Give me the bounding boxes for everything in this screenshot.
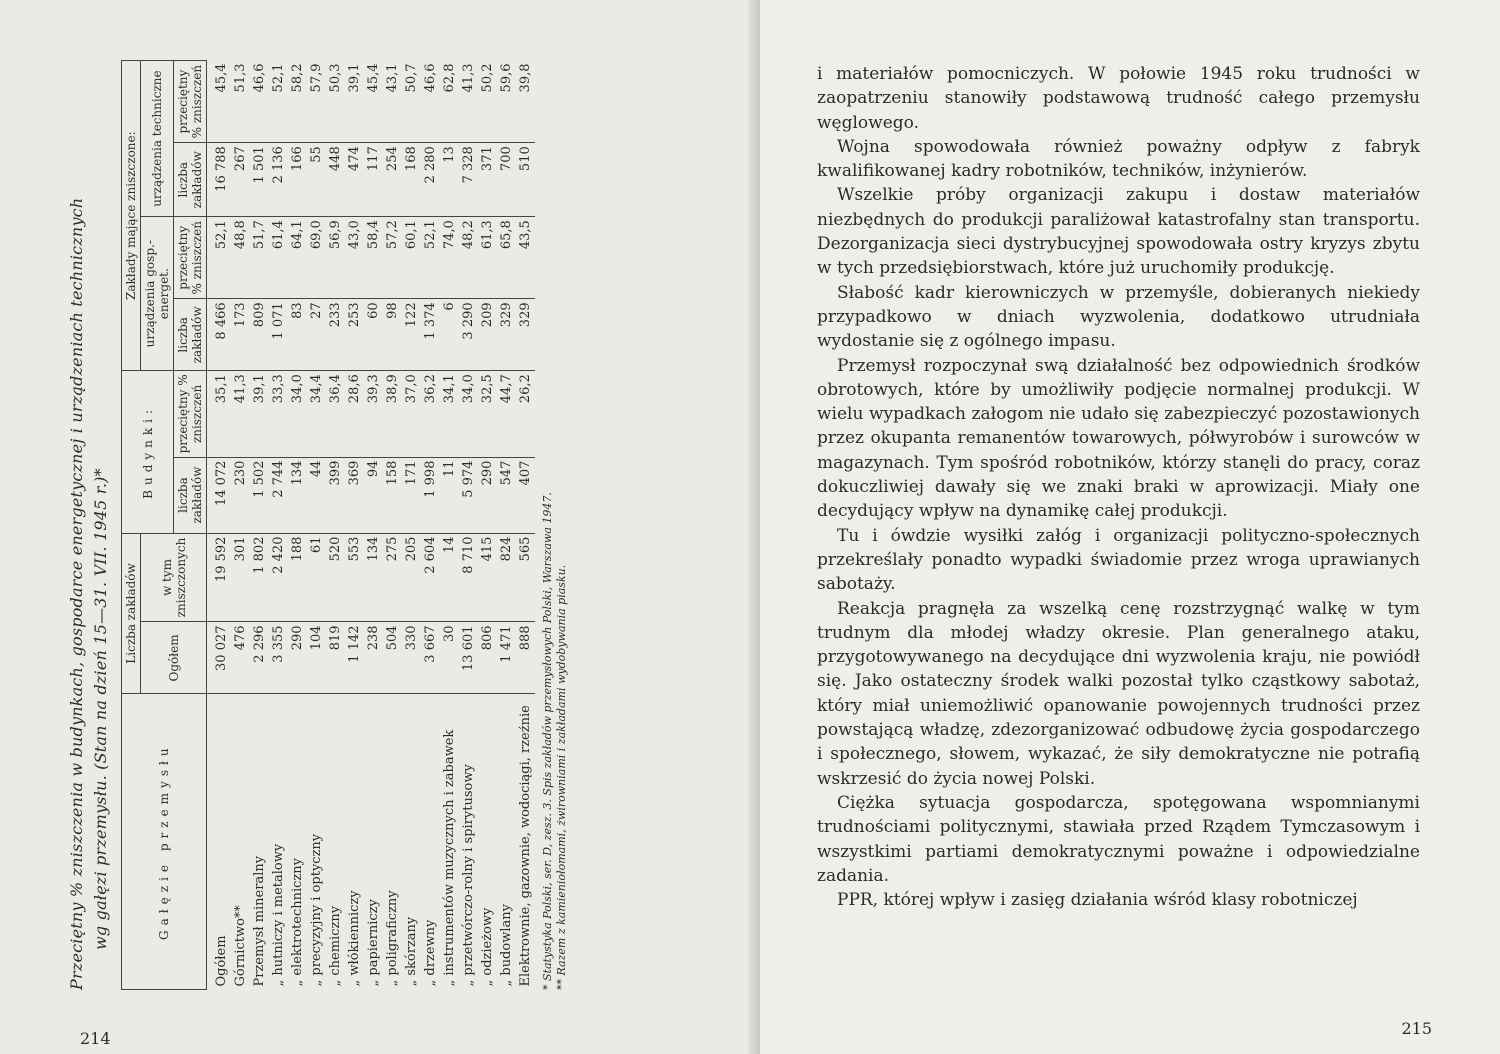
value-cell-b-count: 1 998 — [421, 457, 440, 533]
value-cell-total: 104 — [307, 622, 326, 694]
value-cell-total: 30 027 — [207, 622, 232, 694]
value-cell-t-avg: 39,1 — [345, 61, 364, 143]
value-cell-e-count: 809 — [250, 299, 269, 371]
paragraph: Słabość kadr kierowniczych w przemyśle, dobieranych niekiedy przypadkowo w dniach wyzwolenia, dodatkowo utrudniała wydostanie się z ogólnego impasu. — [817, 282, 1420, 352]
value-cell-e-avg: 64,1 — [288, 217, 307, 299]
value-cell-t-count: 7 328 — [459, 143, 478, 217]
value-cell-total: 1 142 — [345, 622, 364, 694]
value-cell-t-avg: 46,6 — [250, 61, 269, 143]
value-cell-t-count: 16 788 — [207, 143, 232, 217]
value-cell-damaged: 205 — [402, 533, 421, 622]
value-cell-e-count: 6 — [440, 299, 459, 371]
value-cell-e-avg: 57,2 — [383, 217, 402, 299]
value-cell-t-avg: 46,6 — [421, 61, 440, 143]
paragraph: Reakcja pragnęła za wszelką cenę rozstrzygnąć walkę w tym trudnym dla młodej władzy okresie. Plan generalnego ataku, przygotowywanego na decydujące dni wyzwolenia kraju, nie powiódł się. Jako ostateczny środek walki pozostał tylko cząstkowy sabotaż, który miał uniemożliwić opanowanie powojennych trudności przez powstającą władzę, zdezorganizować odbudowę życia gospodarczego i społecznego, słowem, wykazać, że siły demokratyczne nie potrafią wskrzesić do życia nowej Polski. — [817, 598, 1420, 789]
table-row — [250, 61, 269, 990]
header-t-avg: przeciętny % zniszczeń — [174, 61, 207, 143]
value-cell-t-count: 254 — [383, 143, 402, 217]
value-cell-e-count: 329 — [516, 299, 535, 371]
table-row — [307, 61, 326, 990]
value-cell-b-avg: 36,4 — [326, 371, 345, 457]
value-cell-b-avg: 28,6 — [345, 371, 364, 457]
branch-cell: „ przetwórczo-rolny i spirytusowy — [461, 764, 476, 987]
value-cell-b-count: 5 974 — [459, 457, 478, 533]
value-cell-e-avg: 61,3 — [478, 217, 497, 299]
value-cell-t-avg: 43,1 — [383, 61, 402, 143]
table-row — [345, 61, 364, 990]
value-cell-e-avg: 61,4 — [269, 217, 288, 299]
value-cell-total: 3 667 — [421, 622, 440, 694]
value-cell-b-avg: 39,3 — [364, 371, 383, 457]
body-text — [817, 62, 1420, 912]
value-cell-e-count: 60 — [364, 299, 383, 371]
value-cell-b-count: 407 — [516, 457, 535, 533]
value-cell-b-count: 14 072 — [207, 457, 232, 533]
value-cell-t-count: 267 — [231, 143, 250, 217]
value-cell-b-count: 94 — [364, 457, 383, 533]
value-cell-e-avg: 56,9 — [326, 217, 345, 299]
value-cell-damaged: 553 — [345, 533, 364, 622]
table-row — [440, 61, 459, 990]
value-cell-t-count: 474 — [345, 143, 364, 217]
value-cell-damaged: 301 — [231, 533, 250, 622]
footnote-1: * Statystyka Polski, ser. D, zesz. 3. Spis zakładów przemysłowych Polski, Warszawa 1947. — [541, 492, 554, 990]
paragraph: Tu i ówdzie wysiłki załóg i organizacji polityczno-społecznych przekreślały ponadto wypadki świadomie przez wroga uprawianych sabotaży. — [817, 525, 1420, 595]
value-cell-b-count: 134 — [288, 457, 307, 533]
value-cell-total: 290 — [288, 622, 307, 694]
header-damaged-group: Zakłady mające zniszczone: — [122, 61, 141, 371]
value-cell-e-count: 98 — [383, 299, 402, 371]
value-cell-b-avg: 35,1 — [207, 371, 232, 457]
table-row — [402, 61, 421, 990]
table-row — [207, 61, 232, 990]
value-cell-e-count: 233 — [326, 299, 345, 371]
paragraph: Przemysł rozpoczynał swą działalność bez odpowiednich środków obrotowych, które by umożliwiły podjęcie normalnej produkcji. W wielu wypadkach załogom nie udało się zabezpieczyć pozostawionych przez okupanta remanentów towarowych, półwyrobów i surowców w magazynach. Tym spośród robotników, którzy stanęli do pracy, coraz dokuczliwiej dawały się we znaki braki w aprowizacji. Miały one decydujący wpływ na dynamikę całej produkcji. — [817, 355, 1420, 522]
branch-cell: „ skórzany — [404, 916, 419, 987]
header-plants-total: Ogółem — [141, 622, 207, 694]
paragraph: Ciężka sytuacja gospodarcza, spotęgowana wspomnianymi trudnościami politycznymi, stawiała przed Rządem Tymczasowym i wszystkimi partiami demokratycznymi poważne i odpowiedzialne zadania. — [817, 792, 1420, 886]
paragraph: i materiałów pomocniczych. W połowie 1945 roku trudności w zaopatrzeniu stanowiły podstawową trudność całego przemysłu węglowego. — [817, 64, 1420, 133]
header-e-count: liczba zakładów — [174, 299, 207, 371]
table-row — [497, 61, 516, 990]
header-plants-group: Liczba zakładów — [122, 533, 141, 694]
value-cell-t-avg: 62,8 — [440, 61, 459, 143]
page-number-left: 214 — [80, 1029, 111, 1048]
branch-cell: „ budowlany — [499, 904, 514, 987]
value-cell-b-avg: 34,4 — [307, 371, 326, 457]
value-cell-damaged: 14 — [440, 533, 459, 622]
value-cell-damaged: 565 — [516, 533, 535, 622]
value-cell-t-count: 371 — [478, 143, 497, 217]
value-cell-total: 476 — [231, 622, 250, 694]
value-cell-total: 504 — [383, 622, 402, 694]
right-page — [760, 0, 1500, 1054]
value-cell-total: 30 — [440, 622, 459, 694]
value-cell-t-count: 168 — [402, 143, 421, 217]
value-cell-b-avg: 26,2 — [516, 371, 535, 457]
value-cell-e-avg: 65,8 — [497, 217, 516, 299]
branch-cell: „ instrumentów muzycznych i zabawek — [442, 729, 457, 987]
value-cell-e-count: 253 — [345, 299, 364, 371]
branch-cell: Przemysł mineralny — [252, 855, 267, 987]
value-cell-damaged: 8 710 — [459, 533, 478, 622]
value-cell-total: 3 355 — [269, 622, 288, 694]
value-cell-e-avg: 60,1 — [402, 217, 421, 299]
branch-cell: Górnictwo** — [233, 905, 248, 987]
value-cell-b-avg: 41,3 — [231, 371, 250, 457]
value-cell-b-count: 2 744 — [269, 457, 288, 533]
table-body — [207, 61, 536, 990]
value-cell-b-count: 290 — [478, 457, 497, 533]
value-cell-e-avg: 52,1 — [421, 217, 440, 299]
value-cell-e-count: 1 374 — [421, 299, 440, 371]
value-cell-t-avg: 50,3 — [326, 61, 345, 143]
value-cell-e-avg: 74,0 — [440, 217, 459, 299]
value-cell-b-avg: 34,0 — [459, 371, 478, 457]
value-cell-e-count: 209 — [478, 299, 497, 371]
value-cell-e-count: 8 466 — [207, 299, 232, 371]
page-number-right: 215 — [1401, 1019, 1432, 1038]
value-cell-t-count: 166 — [288, 143, 307, 217]
value-cell-e-count: 173 — [231, 299, 250, 371]
branch-cell: „ elektrotechniczny — [290, 857, 305, 987]
value-cell-damaged: 415 — [478, 533, 497, 622]
header-tech-group: urządzenia techniczne — [141, 61, 174, 217]
value-cell-e-avg: 48,2 — [459, 217, 478, 299]
value-cell-e-count: 27 — [307, 299, 326, 371]
value-cell-t-count: 448 — [326, 143, 345, 217]
branch-cell: Elektrownie, gazownie, wodociągi, rzeźnie — [518, 705, 533, 987]
value-cell-t-avg: 39,8 — [516, 61, 535, 143]
value-cell-t-avg: 58,2 — [288, 61, 307, 143]
footnotes — [541, 60, 569, 990]
rotated-table-block — [65, 60, 685, 990]
value-cell-damaged: 275 — [383, 533, 402, 622]
branch-cell: „ drzewny — [423, 919, 438, 987]
table-row — [326, 61, 345, 990]
value-cell-t-count: 510 — [516, 143, 535, 217]
branch-cell: „ poligraficzny — [385, 890, 400, 987]
value-cell-e-avg: 43,0 — [345, 217, 364, 299]
value-cell-t-avg: 57,9 — [307, 61, 326, 143]
value-cell-total: 888 — [516, 622, 535, 694]
value-cell-t-avg: 50,7 — [402, 61, 421, 143]
value-cell-damaged: 134 — [364, 533, 383, 622]
value-cell-t-avg: 51,3 — [231, 61, 250, 143]
value-cell-damaged: 520 — [326, 533, 345, 622]
value-cell-e-avg: 48,8 — [231, 217, 250, 299]
table-caption — [65, 60, 113, 990]
header-energy-group: urządzenia gosp.-energet. — [141, 217, 174, 371]
value-cell-e-avg: 52,1 — [207, 217, 232, 299]
value-cell-b-count: 171 — [402, 457, 421, 533]
value-cell-total: 1 471 — [497, 622, 516, 694]
header-e-avg: przeciętny % zniszczeń — [174, 217, 207, 299]
value-cell-b-avg: 32,5 — [478, 371, 497, 457]
value-cell-b-avg: 33,3 — [269, 371, 288, 457]
value-cell-t-avg: 41,3 — [459, 61, 478, 143]
value-cell-t-avg: 52,1 — [269, 61, 288, 143]
caption-line-2: wg gałęzi przemysłu. (Stan na dzień 15—31. VII. 1945 r.)* — [91, 468, 110, 950]
value-cell-t-avg: 59,6 — [497, 61, 516, 143]
value-cell-total: 330 — [402, 622, 421, 694]
caption-line-1: Przeciętny % zniszczenia w budynkach, gospodarce energetycznej i urządzeniach technicznych — [67, 197, 86, 990]
branch-cell: „ papierniczy — [366, 899, 381, 987]
value-cell-t-avg: 50,2 — [478, 61, 497, 143]
footnote-2: ** Razem z kamieniołomami, żwirowniami i zakładami wydobywania piasku. — [555, 564, 568, 990]
value-cell-b-avg: 39,1 — [250, 371, 269, 457]
value-cell-e-avg: 43,5 — [516, 217, 535, 299]
value-cell-e-avg: 51,7 — [250, 217, 269, 299]
table-row — [459, 61, 478, 990]
table-row — [478, 61, 497, 990]
table-row — [383, 61, 402, 990]
value-cell-t-count: 700 — [497, 143, 516, 217]
value-cell-t-avg: 45,4 — [207, 61, 232, 143]
value-cell-t-count: 13 — [440, 143, 459, 217]
value-cell-t-count: 2 280 — [421, 143, 440, 217]
value-cell-b-count: 547 — [497, 457, 516, 533]
value-cell-b-avg: 44,7 — [497, 371, 516, 457]
value-cell-total: 13 601 — [459, 622, 478, 694]
value-cell-b-avg: 34,1 — [440, 371, 459, 457]
value-cell-total: 806 — [478, 622, 497, 694]
value-cell-b-avg: 34,0 — [288, 371, 307, 457]
value-cell-b-avg: 38,9 — [383, 371, 402, 457]
branch-cell: „ hutniczy i metalowy — [271, 843, 286, 987]
paragraph: Wojna spowodowała również poważny odpływ z fabryk kwalifikowanej kadry robotników, techników, inżynierów. — [817, 136, 1420, 182]
value-cell-b-count: 369 — [345, 457, 364, 533]
paragraph: PPR, której wpływ i zasięg działania wśród klasy robotniczej — [837, 890, 1358, 911]
value-cell-damaged: 61 — [307, 533, 326, 622]
value-cell-e-count: 83 — [288, 299, 307, 371]
value-cell-t-count: 117 — [364, 143, 383, 217]
table-row — [516, 61, 535, 990]
value-cell-b-count: 399 — [326, 457, 345, 533]
value-cell-b-count: 11 — [440, 457, 459, 533]
header-branch: Gałęzie przemysłu — [122, 694, 207, 990]
damage-table — [121, 60, 535, 990]
value-cell-b-avg: 37,0 — [402, 371, 421, 457]
value-cell-b-count: 1 502 — [250, 457, 269, 533]
value-cell-damaged: 1 802 — [250, 533, 269, 622]
value-cell-damaged: 2 420 — [269, 533, 288, 622]
value-cell-total: 238 — [364, 622, 383, 694]
branch-cell: „ precyzyjny i optyczny — [309, 833, 324, 987]
value-cell-e-count: 329 — [497, 299, 516, 371]
value-cell-b-avg: 36,2 — [421, 371, 440, 457]
value-cell-b-count: 44 — [307, 457, 326, 533]
header-buildings-group: Budynki: — [122, 371, 174, 533]
value-cell-b-count: 158 — [383, 457, 402, 533]
header-t-count: liczba zakładów — [174, 143, 207, 217]
header-b-avg: przeciętny % zniszczeń — [174, 371, 207, 457]
table-row — [269, 61, 288, 990]
value-cell-t-count: 55 — [307, 143, 326, 217]
value-cell-damaged: 188 — [288, 533, 307, 622]
header-plants-damaged: w tym zniszczonych — [141, 533, 207, 622]
paragraph: Wszelkie próby organizacji zakupu i dostaw materiałów niezbędnych do produkcji paraliżował katastrofalny stan transportu. Dezorganizacja sieci dystrybucyjnej spowodowała ostry kryzys zbytu w tych przedsiębiorstwach, które już uruchomiły produkcję. — [817, 185, 1420, 279]
header-b-count: liczba zakładów — [174, 457, 207, 533]
value-cell-e-avg: 69,0 — [307, 217, 326, 299]
value-cell-e-count: 1 071 — [269, 299, 288, 371]
value-cell-damaged: 2 604 — [421, 533, 440, 622]
value-cell-e-count: 3 290 — [459, 299, 478, 371]
table-row — [421, 61, 440, 990]
branch-cell: Ogółem — [214, 935, 229, 987]
branch-cell: „ odzieżowy — [480, 907, 495, 987]
table-row — [231, 61, 250, 990]
branch-cell: „ włókienniczy — [347, 890, 362, 987]
table-row — [288, 61, 307, 990]
value-cell-e-count: 122 — [402, 299, 421, 371]
value-cell-damaged: 824 — [497, 533, 516, 622]
table-row — [364, 61, 383, 990]
value-cell-total: 2 296 — [250, 622, 269, 694]
value-cell-b-count: 230 — [231, 457, 250, 533]
value-cell-damaged: 19 592 — [207, 533, 232, 622]
value-cell-e-avg: 58,4 — [364, 217, 383, 299]
value-cell-t-avg: 45,4 — [364, 61, 383, 143]
value-cell-t-count: 2 136 — [269, 143, 288, 217]
value-cell-total: 819 — [326, 622, 345, 694]
branch-cell: „ chemiczny — [328, 905, 343, 987]
value-cell-t-count: 1 501 — [250, 143, 269, 217]
